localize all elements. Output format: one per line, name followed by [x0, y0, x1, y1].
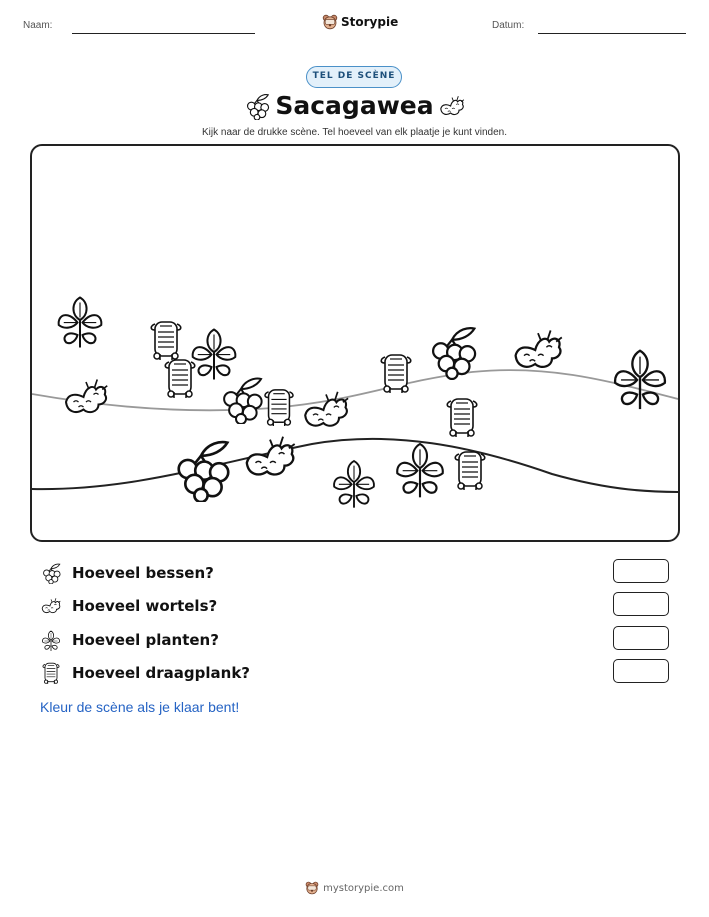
date-line[interactable] — [538, 33, 686, 34]
date-label: Datum: — [492, 20, 525, 31]
answer-box-plants[interactable] — [613, 626, 669, 650]
cradleboard-icon[interactable] — [160, 356, 200, 400]
ginger-root-icon[interactable] — [238, 428, 302, 486]
question-text: Hoeveel bessen? — [72, 564, 214, 582]
berries-icon[interactable] — [216, 374, 266, 424]
berries-icon — [40, 562, 62, 584]
question-roots — [40, 595, 217, 617]
page-title: Sacagawea — [275, 91, 434, 120]
question-plants — [40, 628, 219, 652]
ginger-root-icon — [438, 92, 466, 120]
ginger-root-icon — [40, 595, 62, 617]
question-text: Hoeveel wortels? — [72, 597, 218, 615]
footer-url[interactable]: mystorypie.com — [323, 882, 404, 894]
plant-icon[interactable] — [392, 436, 448, 500]
brand-logo — [322, 14, 398, 30]
cradleboard-icon[interactable] — [376, 350, 416, 396]
plant-icon — [40, 628, 62, 652]
footer — [0, 881, 709, 895]
answer-box-berries[interactable] — [613, 559, 669, 583]
answer-box-roots[interactable] — [613, 592, 669, 616]
berries-icon[interactable] — [424, 322, 480, 380]
berries-icon[interactable] — [168, 436, 234, 502]
name-label: Naam: — [23, 20, 53, 31]
brand-name: Storypie — [341, 15, 399, 29]
ginger-root-icon[interactable] — [60, 372, 112, 422]
activity-badge: TEL DE SCÈNE — [306, 66, 402, 88]
cradleboard-icon[interactable] — [260, 386, 298, 428]
question-berries — [40, 562, 214, 584]
bear-icon — [322, 14, 338, 30]
coloring-instruction: Kleur de scène als je klaar bent! — [40, 699, 240, 715]
answer-box-cradleboards[interactable] — [613, 659, 669, 683]
ginger-root-icon[interactable] — [508, 322, 568, 378]
ginger-root-icon[interactable] — [298, 384, 354, 436]
counting-scene[interactable] — [30, 144, 680, 542]
bear-icon — [305, 881, 319, 895]
plant-icon[interactable] — [330, 454, 378, 510]
page-subtitle: Kijk naar de drukke scène. Tel hoeveel van elk plaatje je kunt vinden. — [201, 127, 507, 138]
plant-icon[interactable] — [54, 290, 106, 350]
question-cradleboards — [40, 661, 250, 685]
name-line[interactable] — [72, 33, 255, 34]
cradleboard-icon — [40, 661, 62, 685]
plant-icon[interactable] — [610, 342, 670, 412]
question-text: Hoeveel draagplank? — [72, 664, 250, 682]
cradleboard-icon[interactable] — [442, 394, 482, 440]
question-text: Hoeveel planten? — [72, 631, 219, 649]
cradleboard-icon[interactable] — [450, 446, 490, 494]
